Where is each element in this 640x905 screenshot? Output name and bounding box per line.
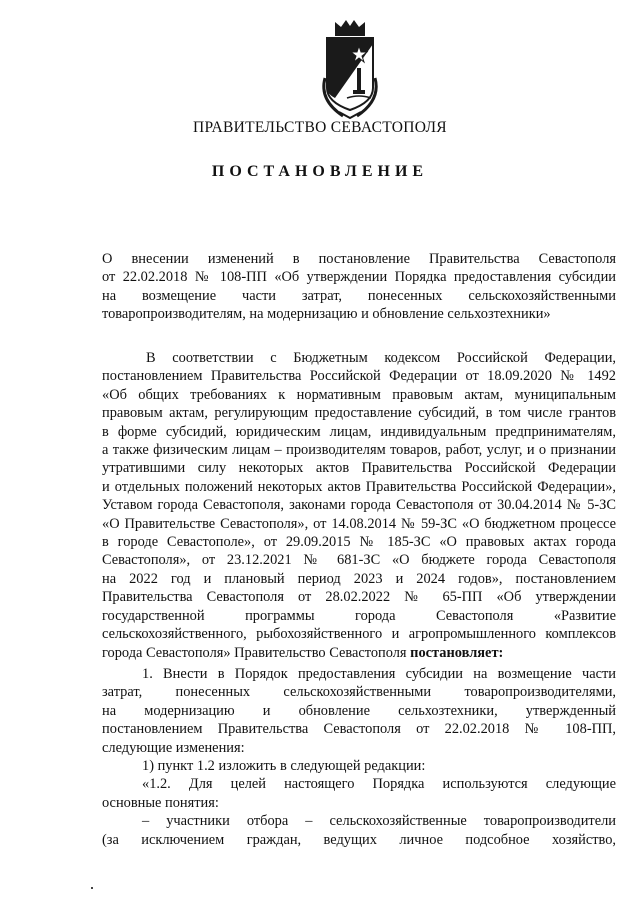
preamble-line: в городе Севастополе», от 29.09.2015 № 185-ЗС «О правовых актах города [102,534,616,551]
subject-line: товаропроизводителям, на модернизацию и обновление сельхозтехники» [102,306,551,323]
item-line: затрат, понесенных сельскохозяйственными товаропроизводителями, [102,684,616,701]
preamble-line: Уставом города Севастополя, законами города Севастополя от 30.04.2014 № 5-ЗС [102,497,616,514]
item-line: 1) пункт 1.2 изложить в следующей редакции: [142,758,426,775]
preamble-line: Севастополя», от 23.12.2021 № 681-ЗС «О бюджете города Севастополя [102,552,616,569]
item-line: «1.2. Для целей настоящего Порядка используются следующие [142,776,616,793]
item-line: постановлением Правительства Севастополя от 22.02.2018 № 108-ПП, [102,721,616,738]
coat-of-arms-icon [313,18,387,120]
preamble-line: утратившими силу некоторых актов Правительства Российской Федерации [102,460,616,477]
scan-artifact [91,887,93,889]
item-line: следующие изменения: [102,739,245,756]
item-line: основные понятия: [102,794,219,811]
preamble-line: постановлением Правительства Российской Федерации от 18.09.2020 № 1492 [102,368,616,385]
preamble-line: «Об общих требованиях к нормативным правовым актам, муниципальным [102,386,616,403]
item-line: (за исключением граждан, ведущих личное подсобное хозяйство, [102,831,616,848]
preamble-line: в форме субсидий, юридическим лицам, индивидуальным предпринимателям, [102,423,616,440]
item-line: на модернизацию и обновление сельхозтехники, утвержденный [102,702,616,719]
preamble-line: а также физическим лицам – производителям товаров, работ, услуг, и о признании [102,442,616,459]
preamble-line: Правительства Севастополя от 28.02.2022 № 65-ПП «Об утверждении [102,589,616,606]
resolution-items [102,665,616,849]
item-line: – участники отбора – сельскохозяйственные товаропроизводители [142,813,616,830]
preamble-line: «О Правительстве Севастополя», от 14.08.2014 № 59-ЗС «О бюджетном процессе [102,515,616,532]
preamble-line: на 2022 год и плановый период 2023 и 2024 годов», постановлением [102,570,616,587]
subject-line: на возмещение части затрат, понесенных сельскохозяйственными [102,287,616,304]
document-type-title: ПОСТАНОВЛЕНИЕ [211,163,429,180]
preamble-paragraph [102,349,616,662]
preamble-line: и отдельных положений некоторых актов Правительства Российской Федерации», [102,478,616,495]
preamble-line: государственной программы города Севастополя «Развитие [102,607,616,624]
government-name: ПРАВИТЕЛЬСТВО СЕВАСТОПОЛЯ [193,119,447,136]
subject-line: О внесении изменений в постановление Правительства Севастополя [102,251,616,267]
preamble-line: В соответствии с Бюджетным кодексом Российской Федерации, [146,350,616,366]
resolves-keyword: постановляет: [410,644,504,661]
preamble-line [102,644,616,662]
resolution-subject [102,250,616,324]
preamble-line-text: города Севастополя» Правительство Севастополя [102,644,407,661]
preamble-line: сельскохозяйственного, рыбохозяйственного и агропромышленного комплексов [102,626,616,643]
subject-line: от 22.02.2018 № 108-ПП «Об утверждении Порядка предоставления субсидии [102,269,616,286]
item-line: 1. Внести в Порядок предоставления субсидии на возмещение части [142,666,616,682]
preamble-line: правовым актам, регулирующим предоставление субсидий, в том числе грантов [102,405,616,422]
